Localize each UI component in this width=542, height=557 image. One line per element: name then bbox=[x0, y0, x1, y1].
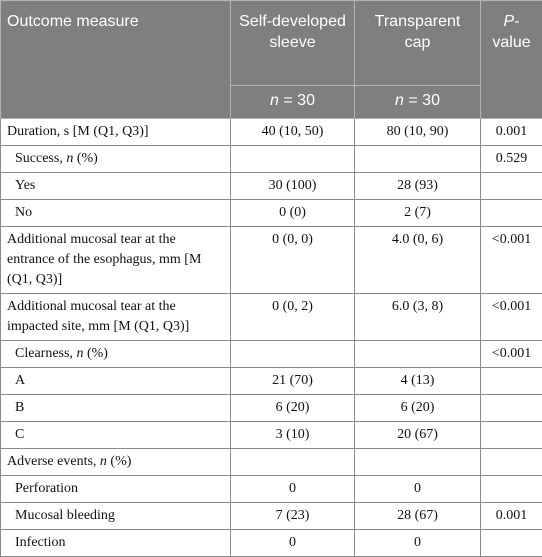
cell-cap: 80 (10, 90) bbox=[355, 119, 481, 146]
row-label bbox=[1, 341, 231, 368]
row-label bbox=[1, 294, 231, 341]
table-row bbox=[1, 341, 542, 368]
table-row bbox=[1, 119, 542, 146]
cell-sleeve: 6 (20) bbox=[231, 395, 355, 422]
row-label bbox=[1, 368, 231, 395]
row-label bbox=[1, 395, 231, 422]
header-p-rest: -value bbox=[492, 13, 530, 51]
header-transparent-cap: Transparent cap bbox=[355, 1, 481, 86]
row-label bbox=[1, 200, 231, 227]
cell-p-value bbox=[481, 368, 542, 395]
row-label bbox=[1, 119, 231, 146]
table-row bbox=[1, 449, 542, 476]
n-value: = 30 bbox=[404, 92, 440, 109]
table-row bbox=[1, 395, 542, 422]
row-label-text: Clearness, bbox=[15, 346, 76, 361]
cell-cap: 4 (13) bbox=[355, 368, 481, 395]
header-outcome-measure: Outcome measure bbox=[1, 1, 231, 119]
table-row bbox=[1, 476, 542, 503]
row-label-text: C bbox=[15, 427, 24, 442]
cell-cap: 28 (67) bbox=[355, 503, 481, 530]
cell-cap bbox=[355, 449, 481, 476]
row-label-text: B bbox=[15, 400, 24, 415]
table-row bbox=[1, 422, 542, 449]
cell-p-value bbox=[481, 449, 542, 476]
row-label-text: Success, bbox=[15, 151, 66, 166]
row-label bbox=[1, 227, 231, 294]
row-label-text: Additional mucosal tear at the entrance of the esophagus, mm [M (Q1, Q3)] bbox=[7, 232, 201, 287]
row-label-suffix: (%) bbox=[107, 454, 132, 469]
cell-p-value: 0.001 bbox=[481, 119, 542, 146]
table-row bbox=[1, 200, 542, 227]
table-row bbox=[1, 294, 542, 341]
cell-cap: 0 bbox=[355, 530, 481, 557]
header-n-sleeve bbox=[231, 86, 355, 119]
header-row bbox=[1, 1, 542, 86]
n-italic: n bbox=[270, 92, 279, 109]
cell-cap: 0 bbox=[355, 476, 481, 503]
table-body bbox=[1, 119, 542, 557]
cell-sleeve: 21 (70) bbox=[231, 368, 355, 395]
row-label-text: Duration, s [M (Q1, Q3)] bbox=[7, 124, 149, 139]
cell-sleeve bbox=[231, 146, 355, 173]
row-label-italic: n bbox=[76, 346, 83, 361]
n-value: = 30 bbox=[279, 92, 315, 109]
cell-sleeve: 30 (100) bbox=[231, 173, 355, 200]
row-label-text: Additional mucosal tear at the impacted site, mm [M (Q1, Q3)] bbox=[7, 299, 189, 334]
row-label bbox=[1, 422, 231, 449]
cell-sleeve: 3 (10) bbox=[231, 422, 355, 449]
cell-cap: 6 (20) bbox=[355, 395, 481, 422]
table-row bbox=[1, 146, 542, 173]
cell-cap: 20 (67) bbox=[355, 422, 481, 449]
cell-p-value bbox=[481, 173, 542, 200]
cell-p-value: <0.001 bbox=[481, 227, 542, 294]
cell-cap bbox=[355, 341, 481, 368]
row-label bbox=[1, 503, 231, 530]
cell-sleeve bbox=[231, 341, 355, 368]
cell-cap bbox=[355, 146, 481, 173]
header-n-cap bbox=[355, 86, 481, 119]
cell-p-value bbox=[481, 476, 542, 503]
cell-sleeve: 0 bbox=[231, 530, 355, 557]
table-row bbox=[1, 368, 542, 395]
row-label-text: Perforation bbox=[15, 481, 78, 496]
cell-cap: 4.0 (0, 6) bbox=[355, 227, 481, 294]
row-label bbox=[1, 530, 231, 557]
n-italic: n bbox=[395, 92, 404, 109]
table-row bbox=[1, 503, 542, 530]
cell-p-value: <0.001 bbox=[481, 341, 542, 368]
row-label-text: Mucosal bleeding bbox=[15, 508, 115, 523]
header-self-developed-sleeve: Self-developed sleeve bbox=[231, 1, 355, 86]
row-label-italic: n bbox=[100, 454, 107, 469]
cell-p-value: 0.001 bbox=[481, 503, 542, 530]
row-label-text: A bbox=[15, 373, 25, 388]
cell-p-value bbox=[481, 395, 542, 422]
cell-sleeve: 0 (0) bbox=[231, 200, 355, 227]
cell-sleeve: 0 (0, 0) bbox=[231, 227, 355, 294]
header-p-value bbox=[481, 1, 542, 119]
row-label-text: Yes bbox=[15, 178, 35, 193]
table-header bbox=[1, 1, 542, 119]
table-row bbox=[1, 173, 542, 200]
cell-sleeve: 0 (0, 2) bbox=[231, 294, 355, 341]
row-label bbox=[1, 146, 231, 173]
row-label-text: Infection bbox=[15, 535, 66, 550]
cell-sleeve: 7 (23) bbox=[231, 503, 355, 530]
cell-p-value bbox=[481, 200, 542, 227]
row-label-text: Adverse events, bbox=[7, 454, 100, 469]
table-row bbox=[1, 227, 542, 294]
cell-p-value: <0.001 bbox=[481, 294, 542, 341]
row-label bbox=[1, 449, 231, 476]
cell-cap: 28 (93) bbox=[355, 173, 481, 200]
row-label bbox=[1, 173, 231, 200]
row-label-suffix: (%) bbox=[83, 346, 108, 361]
table-row bbox=[1, 530, 542, 557]
cell-sleeve: 40 (10, 50) bbox=[231, 119, 355, 146]
cell-p-value: 0.529 bbox=[481, 146, 542, 173]
row-label-italic: n bbox=[66, 151, 73, 166]
cell-cap: 6.0 (3, 8) bbox=[355, 294, 481, 341]
cell-cap: 2 (7) bbox=[355, 200, 481, 227]
row-label-text: No bbox=[15, 205, 32, 220]
row-label-suffix: (%) bbox=[73, 151, 98, 166]
row-label bbox=[1, 476, 231, 503]
cell-sleeve bbox=[231, 449, 355, 476]
cell-p-value bbox=[481, 530, 542, 557]
cell-sleeve: 0 bbox=[231, 476, 355, 503]
cell-p-value bbox=[481, 422, 542, 449]
header-p-italic: P bbox=[504, 13, 515, 30]
